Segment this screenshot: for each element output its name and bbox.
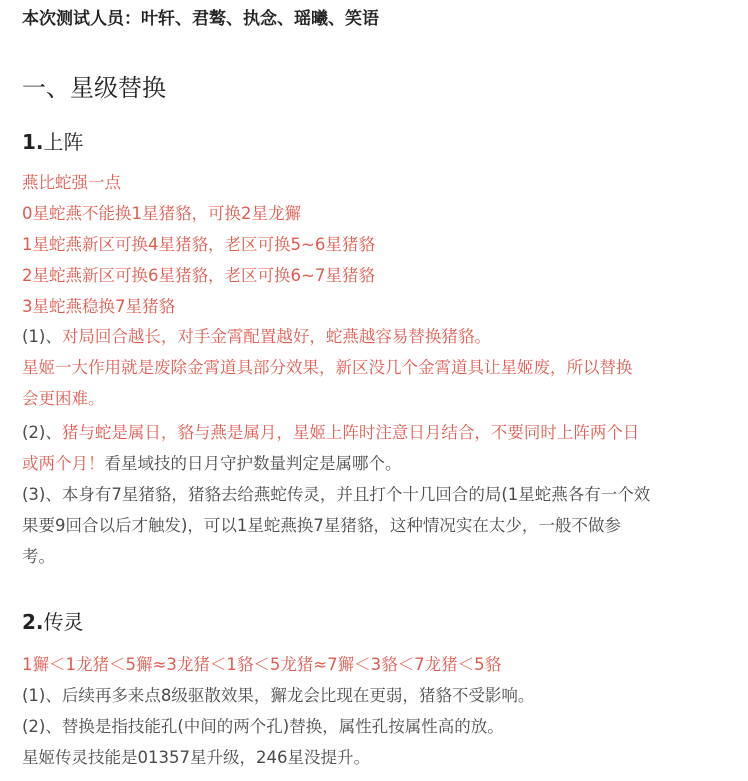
paragraph-3-line: 考。	[22, 547, 55, 566]
list-item: 0星蛇燕不能换1星猪貉，可换2星龙獬	[22, 204, 301, 223]
list-item: 2星蛇燕新区可换6星猪貉，老区可换6~7星猪貉	[22, 266, 375, 285]
paragraph-1	[22, 327, 491, 347]
list-item: 3星蛇燕稳换7星猪貉	[22, 297, 175, 316]
list-item: (1)、后续再多来点8级驱散效果，獬龙会比现在更弱，猪貉不受影响。	[22, 686, 535, 705]
section-title: 一、星级替换	[22, 74, 166, 102]
note-line: 会更困难。	[22, 389, 105, 408]
paragraph-text: 对局回合越长，对手金霄配置越好，蛇燕越容易替换猪貉。	[61, 327, 491, 346]
subsection-label: 传灵	[43, 610, 84, 634]
subsection-title-lineup	[22, 126, 84, 155]
list-item: 星姬传灵技能是01357星升级，246星没提升。	[22, 748, 370, 767]
subsection-title-transfer	[22, 606, 84, 635]
paragraph-text: 看星域技的日月守护数量判定是属哪个。	[104, 454, 402, 473]
list-item: (2)、替换是指技能孔(中间的两个孔)替换，属性孔按属性高的放。	[22, 717, 504, 736]
paragraph-text: 猪与蛇是属日，貉与燕是属月，星姬上阵时注意日月结合，不要同时上阵两个日	[61, 423, 640, 442]
paragraph-prefix: (1)、	[22, 327, 62, 346]
paragraph-2-cont	[22, 454, 402, 474]
paragraph-prefix: (2)、	[22, 423, 62, 442]
emphasis-text: 或两个月！	[22, 454, 105, 473]
subsection-number: 2.	[22, 610, 44, 634]
paragraph-3-line: (3)、本身有7星猪貉，猪貉去给燕蛇传灵，并且打个十几回合的局(1星蛇燕各有一个效	[22, 485, 651, 504]
paragraph-2	[22, 423, 639, 443]
list-item: 燕比蛇强一点	[22, 173, 121, 192]
paragraph-3-line: 果要9回合以后才触发)，可以1星蛇燕换7星猪貉，这种情况实在太少，一般不做参	[22, 516, 621, 535]
testers-line: 本次测试人员：叶轩、君骜、执念、瑶曦、笑语	[22, 9, 379, 29]
ranking-line: 1獬＜1龙猪＜5獬≈3龙猪＜1貉＜5龙猪≈7獬＜3貉＜7龙猪＜5貉	[22, 655, 502, 674]
note-line: 星姬一大作用就是废除金霄道具部分效果，新区没几个金霄道具让星姬废，所以替换	[22, 358, 633, 377]
subsection-number: 1.	[22, 130, 44, 154]
list-item: 1星蛇燕新区可换4星猪貉，老区可换5~6星猪貉	[22, 235, 375, 254]
subsection-label: 上阵	[43, 130, 84, 154]
